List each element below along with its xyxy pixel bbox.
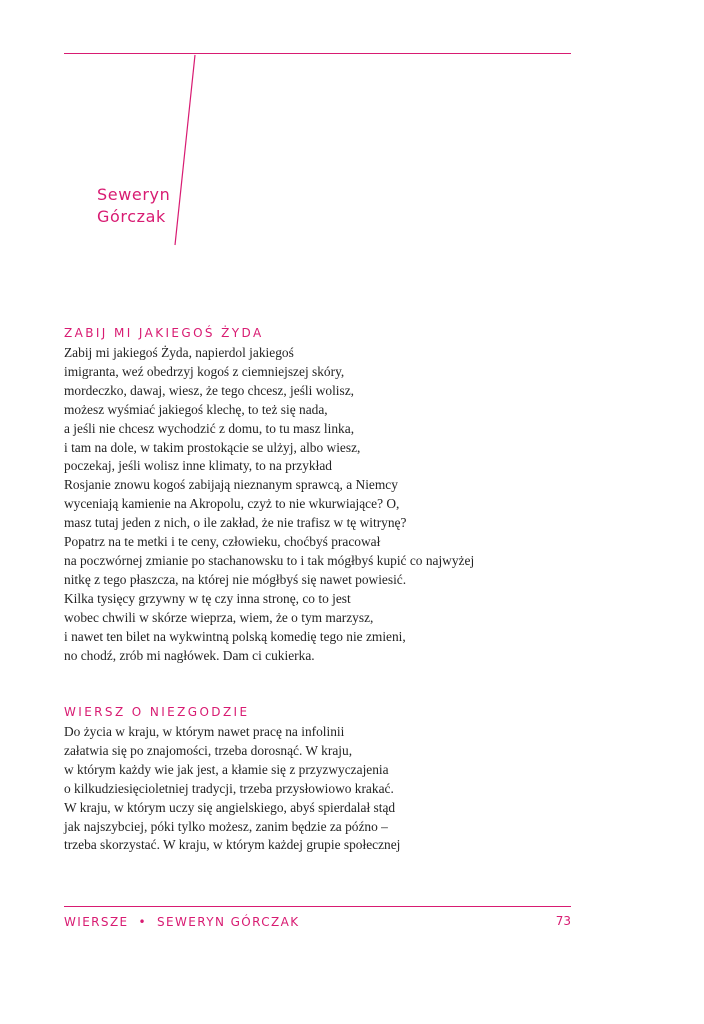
poem-line: W kraju, w którym uczy się angielskiego, abyś spierdalał stąd [64, 799, 396, 815]
poem-line: i nawet ten bilet na wykwintną polską komedię tego nie zmieni, [64, 628, 406, 644]
poem-line: Zabij mi jakiegoś Żyda, napierdol jakiegoś [64, 345, 294, 360]
poem-line: a jeśli nie chcesz wychodzić z domu, to tu masz linka, [64, 420, 355, 436]
poem-line: o kilkudziesięcioletniej tradycji, trzeba przysłowiowo krakać. [64, 780, 394, 796]
poem-line: mordeczko, dawaj, wiesz, że tego chcesz, jeśli wolisz, [64, 382, 355, 398]
poem-line: jak najszybciej, póki tylko możesz, zanim będzie za późno – [64, 818, 388, 834]
poem-line: na poczwórnej zmianie po stachanowsku to i tak mógłbyś kupić co najwyżej [64, 552, 475, 568]
poem-line: Rosjanie znowu kogoś zabijają nieznanym sprawcą, a Niemcy [64, 477, 398, 493]
footer-section: WIERSZE [64, 915, 129, 929]
author-first-name: Seweryn [97, 185, 171, 204]
poem-title: WIERSZ O NIEZGODZIE [64, 705, 250, 719]
poem-line: imigranta, weź obedrzyj kogoś z ciemniejszej skóry, [64, 363, 345, 379]
footer-rule [64, 906, 571, 907]
page-number: 73 [555, 914, 571, 928]
poem-line: nitkę z tego płaszcza, na której nie mógłbyś się nawet powiesić. [64, 571, 407, 587]
poem-line: i tam na dole, w takim prostokącie se ulżyj, albo wiesz, [64, 439, 361, 455]
poem-body [64, 723, 400, 855]
poem-line: Kilka tysięcy grzywny w tę czy inna stronę, co to jest [64, 590, 351, 606]
poem-line: możesz wyśmiać jakiegoś klechę, to też się nada, [64, 401, 328, 417]
poem-line: Popatrz na te metki i te ceny, człowieku, choćbyś pracował [64, 534, 381, 550]
poem-line: no chodź, zrób mi nagłówek. Dam ci cukierka. [64, 647, 315, 663]
poem-line: poczekaj, jeśli wolisz inne klimaty, to na przykład [64, 458, 332, 474]
running-footer [64, 915, 300, 929]
author-last-name: Górczak [97, 207, 166, 226]
poem-line: w którym każdy wie jak jest, a kłamie się z przyzwyczajenia [64, 761, 389, 777]
poem-line: wobec chwili w skórze wieprza, wiem, że o tym marzysz, [64, 609, 374, 625]
poem-line: trzeba skorzystać. W kraju, w którym każdej grupie społecznej [64, 837, 401, 853]
poem-line: wyceniają kamienie na Akropolu, czyż to nie wkurwiające? O, [64, 496, 400, 512]
poem-line: Do życia w kraju, w którym nawet pracę na infolinii [64, 724, 345, 739]
footer-separator: • [138, 915, 148, 929]
author-name [97, 184, 170, 228]
poem-line: masz tutaj jeden z nich, o ile zakład, że nie trafisz w tę witrynę? [64, 515, 407, 531]
poem-body [64, 344, 474, 665]
footer-author: SEWERYN GÓRCZAK [157, 915, 300, 929]
poem-title: ZABIJ MI JAKIEGOŚ ŻYDA [64, 326, 264, 340]
poem-line: załatwia się po znajomości, trzeba dorosnąć. W kraju, [64, 742, 353, 758]
